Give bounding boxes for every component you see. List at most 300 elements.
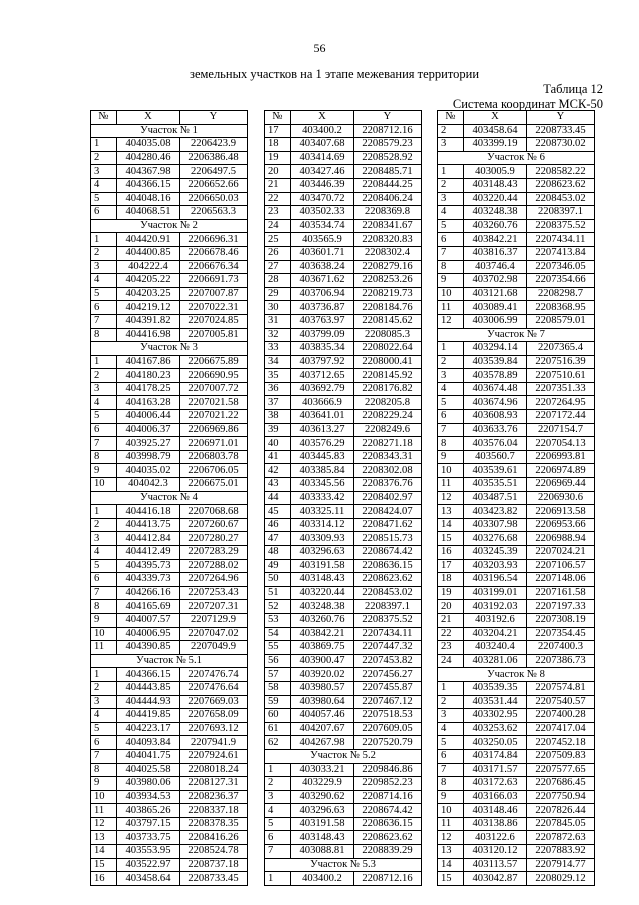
table-row bbox=[265, 695, 422, 709]
coord-x: 403333.42 bbox=[291, 491, 354, 505]
table-row bbox=[438, 301, 595, 315]
point-number: 2 bbox=[91, 518, 117, 532]
table-row bbox=[91, 246, 248, 260]
coord-x: 403539.35 bbox=[464, 681, 527, 695]
point-number: 8 bbox=[91, 600, 117, 614]
point-number: 2 bbox=[91, 246, 117, 260]
table-row bbox=[91, 736, 248, 750]
table-row bbox=[265, 763, 422, 777]
coord-y: 2207941.9 bbox=[180, 736, 248, 750]
point-number: 46 bbox=[265, 518, 291, 532]
coord-y: 2208000.41 bbox=[354, 355, 422, 369]
table-row bbox=[265, 219, 422, 233]
point-number: 44 bbox=[265, 491, 291, 505]
coord-x: 403816.37 bbox=[464, 246, 527, 260]
table-row bbox=[91, 668, 248, 682]
table-row bbox=[265, 478, 422, 492]
coord-y: 2209852.23 bbox=[354, 777, 422, 791]
coord-x: 404222.4 bbox=[117, 260, 180, 274]
table-row bbox=[91, 872, 248, 886]
coord-y: 2208343.31 bbox=[354, 450, 422, 464]
coord-x: 404419.85 bbox=[117, 709, 180, 723]
coord-x: 403248.38 bbox=[291, 600, 354, 614]
coord-x: 403427.46 bbox=[291, 165, 354, 179]
table-row bbox=[265, 654, 422, 668]
point-number: 54 bbox=[265, 627, 291, 641]
point-number: 30 bbox=[265, 301, 291, 315]
coord-y: 2208022.64 bbox=[354, 342, 422, 356]
point-number: 3 bbox=[438, 192, 464, 206]
point-number: 3 bbox=[91, 260, 117, 274]
point-number: 1 bbox=[438, 165, 464, 179]
coord-x: 403539.61 bbox=[464, 464, 527, 478]
coord-y: 2207658.09 bbox=[180, 709, 248, 723]
point-number: 23 bbox=[265, 206, 291, 220]
coord-y: 2207413.84 bbox=[527, 246, 595, 260]
section-row bbox=[91, 491, 248, 505]
table-row bbox=[91, 831, 248, 845]
coord-y: 2207924.61 bbox=[180, 749, 248, 763]
table-row bbox=[265, 192, 422, 206]
coord-y: 2208528.92 bbox=[354, 151, 422, 165]
table-row bbox=[438, 654, 595, 668]
table-row bbox=[438, 342, 595, 356]
coord-x: 403998.79 bbox=[117, 450, 180, 464]
coord-x: 403302.95 bbox=[464, 709, 527, 723]
table-row bbox=[91, 260, 248, 274]
coord-y: 2207686.45 bbox=[527, 777, 595, 791]
table-row bbox=[91, 763, 248, 777]
coord-x: 403641.01 bbox=[291, 410, 354, 424]
table-row bbox=[265, 505, 422, 519]
coord-x: 404006.95 bbox=[117, 627, 180, 641]
coord-x: 403033.21 bbox=[291, 763, 354, 777]
coord-y: 2206993.81 bbox=[527, 450, 595, 464]
coord-y: 2208674.42 bbox=[354, 546, 422, 560]
point-number: 9 bbox=[438, 274, 464, 288]
coord-x: 403576.04 bbox=[464, 437, 527, 451]
point-number: 3 bbox=[438, 138, 464, 152]
table-row bbox=[438, 532, 595, 546]
point-number: 51 bbox=[265, 586, 291, 600]
table-row bbox=[91, 709, 248, 723]
coord-x: 403245.39 bbox=[464, 546, 527, 560]
point-number: 3 bbox=[91, 532, 117, 546]
coord-x: 403345.56 bbox=[291, 478, 354, 492]
coord-y: 2207047.02 bbox=[180, 627, 248, 641]
coord-x: 403148.43 bbox=[291, 573, 354, 587]
table-row bbox=[438, 233, 595, 247]
point-number: 9 bbox=[91, 464, 117, 478]
coord-x: 403666.9 bbox=[291, 396, 354, 410]
coord-x: 403522.97 bbox=[117, 858, 180, 872]
coord-x: 403553.95 bbox=[117, 845, 180, 859]
point-number: 11 bbox=[438, 817, 464, 831]
point-number: 35 bbox=[265, 369, 291, 383]
table-row bbox=[265, 355, 422, 369]
coord-x: 403470.72 bbox=[291, 192, 354, 206]
coord-x: 404042.3 bbox=[117, 478, 180, 492]
table-row bbox=[91, 559, 248, 573]
coord-x: 403042.87 bbox=[464, 872, 527, 886]
coord-x: 404041.75 bbox=[117, 749, 180, 763]
coord-y: 2206974.89 bbox=[527, 464, 595, 478]
point-number: 10 bbox=[438, 287, 464, 301]
coord-x: 403712.65 bbox=[291, 369, 354, 383]
coord-x: 404267.98 bbox=[291, 736, 354, 750]
coord-x: 403560.7 bbox=[464, 450, 527, 464]
coord-y: 2206953.66 bbox=[527, 518, 595, 532]
coord-y: 2208279.16 bbox=[354, 260, 422, 274]
coordinates-table-column-2 bbox=[264, 110, 422, 886]
point-number: 2 bbox=[438, 178, 464, 192]
table-row bbox=[91, 301, 248, 315]
table-row bbox=[91, 355, 248, 369]
point-number: 7 bbox=[265, 845, 291, 859]
coord-x: 403934.53 bbox=[117, 790, 180, 804]
table-row bbox=[438, 777, 595, 791]
section-title: Участок № 2 bbox=[91, 219, 248, 233]
coord-y: 2207280.27 bbox=[180, 532, 248, 546]
coord-y: 2207068.68 bbox=[180, 505, 248, 519]
coord-y: 2206969.44 bbox=[527, 478, 595, 492]
coord-x: 403296.63 bbox=[291, 546, 354, 560]
point-number: 2 bbox=[438, 695, 464, 709]
point-number: 1 bbox=[438, 681, 464, 695]
coord-x: 403531.44 bbox=[464, 695, 527, 709]
coord-x: 404219.12 bbox=[117, 301, 180, 315]
point-number: 4 bbox=[438, 722, 464, 736]
table-row bbox=[265, 165, 422, 179]
table-row bbox=[91, 382, 248, 396]
coord-y: 2207520.79 bbox=[354, 736, 422, 750]
table-row bbox=[91, 681, 248, 695]
section-row bbox=[438, 668, 595, 682]
coord-x: 404006.44 bbox=[117, 410, 180, 424]
point-number: 59 bbox=[265, 695, 291, 709]
coord-x: 404400.85 bbox=[117, 246, 180, 260]
table-row bbox=[438, 396, 595, 410]
coord-x: 403638.24 bbox=[291, 260, 354, 274]
coord-x: 404339.73 bbox=[117, 573, 180, 587]
coord-y: 2206386.48 bbox=[180, 151, 248, 165]
coord-x: 403736.87 bbox=[291, 301, 354, 315]
coord-y: 2206696.31 bbox=[180, 233, 248, 247]
coord-y: 2206803.78 bbox=[180, 450, 248, 464]
coord-y: 2206423.9 bbox=[180, 138, 248, 152]
coord-x: 403502.33 bbox=[291, 206, 354, 220]
coord-x: 403281.06 bbox=[464, 654, 527, 668]
coord-y: 2207518.53 bbox=[354, 709, 422, 723]
coord-y: 2208176.82 bbox=[354, 382, 422, 396]
coord-x: 404025.58 bbox=[117, 763, 180, 777]
point-number: 50 bbox=[265, 573, 291, 587]
table-header-row bbox=[438, 111, 595, 125]
coord-x: 404205.22 bbox=[117, 274, 180, 288]
point-number: 6 bbox=[438, 233, 464, 247]
point-number: 36 bbox=[265, 382, 291, 396]
coord-x: 404035.08 bbox=[117, 138, 180, 152]
coord-y: 2206675.01 bbox=[180, 478, 248, 492]
coord-x: 403869.75 bbox=[291, 641, 354, 655]
coord-x: 403414.69 bbox=[291, 151, 354, 165]
point-number: 12 bbox=[438, 831, 464, 845]
coord-x: 403294.14 bbox=[464, 342, 527, 356]
table-row bbox=[265, 600, 422, 614]
coord-x: 404443.85 bbox=[117, 681, 180, 695]
point-number: 4 bbox=[265, 804, 291, 818]
table-row bbox=[91, 274, 248, 288]
point-number: 8 bbox=[438, 437, 464, 451]
table-row bbox=[91, 287, 248, 301]
table-row bbox=[91, 546, 248, 560]
coord-x: 404223.17 bbox=[117, 722, 180, 736]
coord-y: 2207264.95 bbox=[527, 396, 595, 410]
coord-x: 403385.84 bbox=[291, 464, 354, 478]
coord-y: 2208733.45 bbox=[527, 124, 595, 138]
header-x: X bbox=[464, 111, 527, 125]
section-title: Участок № 5.1 bbox=[91, 654, 248, 668]
coord-y: 2208368.95 bbox=[527, 301, 595, 315]
coord-y: 2208416.26 bbox=[180, 831, 248, 845]
point-number: 34 bbox=[265, 355, 291, 369]
coord-y: 2207455.87 bbox=[354, 681, 422, 695]
point-number: 9 bbox=[438, 450, 464, 464]
coord-y: 2208253.26 bbox=[354, 274, 422, 288]
point-number: 10 bbox=[91, 627, 117, 641]
coord-x: 403148.46 bbox=[464, 804, 527, 818]
point-number: 16 bbox=[438, 546, 464, 560]
coord-y: 2208515.73 bbox=[354, 532, 422, 546]
coord-x: 403171.57 bbox=[464, 763, 527, 777]
coord-x: 404178.25 bbox=[117, 382, 180, 396]
point-number: 3 bbox=[438, 369, 464, 383]
coord-x: 403120.12 bbox=[464, 845, 527, 859]
coord-x: 403920.02 bbox=[291, 668, 354, 682]
coord-y: 2208730.02 bbox=[527, 138, 595, 152]
coord-y: 2207577.65 bbox=[527, 763, 595, 777]
coord-y: 2207253.43 bbox=[180, 586, 248, 600]
table-row bbox=[265, 437, 422, 451]
table-row bbox=[265, 573, 422, 587]
table-row bbox=[91, 722, 248, 736]
coord-y: 2208579.01 bbox=[527, 314, 595, 328]
table-row bbox=[91, 165, 248, 179]
point-number: 14 bbox=[438, 518, 464, 532]
coord-x: 403423.82 bbox=[464, 505, 527, 519]
table-caption: земельных участков на 1 этапе межевания территории bbox=[190, 67, 480, 81]
table-row bbox=[438, 790, 595, 804]
table-row bbox=[91, 641, 248, 655]
table-row bbox=[91, 192, 248, 206]
point-number: 3 bbox=[91, 382, 117, 396]
coord-y: 2207669.03 bbox=[180, 695, 248, 709]
table-row bbox=[265, 681, 422, 695]
point-number: 10 bbox=[438, 464, 464, 478]
header-x: X bbox=[117, 111, 180, 125]
coord-y: 2207693.12 bbox=[180, 722, 248, 736]
coord-x: 404390.85 bbox=[117, 641, 180, 655]
point-number: 6 bbox=[438, 410, 464, 424]
table-row bbox=[438, 641, 595, 655]
coord-x: 403458.64 bbox=[117, 872, 180, 886]
table-row bbox=[438, 274, 595, 288]
coord-y: 2207574.81 bbox=[527, 681, 595, 695]
table-row bbox=[265, 328, 422, 342]
table-row bbox=[265, 178, 422, 192]
table-row bbox=[265, 233, 422, 247]
coord-y: 2208302.4 bbox=[354, 246, 422, 260]
coord-y: 2208737.18 bbox=[180, 858, 248, 872]
coord-y: 2208271.18 bbox=[354, 437, 422, 451]
coord-x: 403613.27 bbox=[291, 423, 354, 437]
coord-x: 403601.71 bbox=[291, 246, 354, 260]
table-row bbox=[91, 518, 248, 532]
coord-y: 2207021.58 bbox=[180, 396, 248, 410]
point-number: 4 bbox=[91, 178, 117, 192]
coord-x: 403674.48 bbox=[464, 382, 527, 396]
section-title: Участок № 1 bbox=[91, 124, 248, 138]
table-row bbox=[91, 396, 248, 410]
point-number: 15 bbox=[438, 532, 464, 546]
coord-x: 403534.74 bbox=[291, 219, 354, 233]
point-number: 62 bbox=[265, 736, 291, 750]
point-number: 11 bbox=[91, 641, 117, 655]
coord-x: 403260.76 bbox=[291, 613, 354, 627]
point-number: 11 bbox=[91, 804, 117, 818]
point-number: 10 bbox=[91, 478, 117, 492]
coord-x: 404367.98 bbox=[117, 165, 180, 179]
coord-x: 403900.47 bbox=[291, 654, 354, 668]
coord-x: 403842.21 bbox=[464, 233, 527, 247]
coord-y: 2206675.89 bbox=[180, 355, 248, 369]
coord-x: 403174.84 bbox=[464, 749, 527, 763]
coord-y: 2208236.37 bbox=[180, 790, 248, 804]
point-number: 12 bbox=[91, 817, 117, 831]
coord-x: 403113.57 bbox=[464, 858, 527, 872]
table-row bbox=[265, 450, 422, 464]
coord-x: 403446.39 bbox=[291, 178, 354, 192]
table-row bbox=[265, 396, 422, 410]
point-number: 2 bbox=[438, 355, 464, 369]
coord-x: 403797.92 bbox=[291, 355, 354, 369]
point-number: 56 bbox=[265, 654, 291, 668]
table-row bbox=[438, 586, 595, 600]
coord-y: 2208145.62 bbox=[354, 314, 422, 328]
point-number: 6 bbox=[91, 301, 117, 315]
point-number: 19 bbox=[265, 151, 291, 165]
coord-x: 404007.57 bbox=[117, 613, 180, 627]
point-number: 7 bbox=[438, 423, 464, 437]
table-row bbox=[438, 219, 595, 233]
coord-x: 403307.98 bbox=[464, 518, 527, 532]
coord-x: 404093.84 bbox=[117, 736, 180, 750]
point-number: 1 bbox=[265, 763, 291, 777]
coord-y: 2207845.05 bbox=[527, 817, 595, 831]
table-header-row bbox=[265, 111, 422, 125]
table-row bbox=[265, 260, 422, 274]
point-number: 1 bbox=[91, 355, 117, 369]
table-row bbox=[265, 559, 422, 573]
coord-y: 2208582.22 bbox=[527, 165, 595, 179]
table-row bbox=[438, 165, 595, 179]
coord-y: 2207447.32 bbox=[354, 641, 422, 655]
coord-x: 404412.84 bbox=[117, 532, 180, 546]
table-row bbox=[265, 464, 422, 478]
table-row bbox=[265, 804, 422, 818]
point-number: 12 bbox=[438, 491, 464, 505]
coord-y: 2207540.57 bbox=[527, 695, 595, 709]
coord-x: 404006.37 bbox=[117, 423, 180, 437]
point-number: 33 bbox=[265, 342, 291, 356]
coord-y: 2207750.94 bbox=[527, 790, 595, 804]
point-number: 5 bbox=[265, 817, 291, 831]
coord-x: 403400.2 bbox=[291, 124, 354, 138]
table-row bbox=[265, 124, 422, 138]
coord-x: 403006.99 bbox=[464, 314, 527, 328]
coord-y: 2206650.03 bbox=[180, 192, 248, 206]
table-row bbox=[91, 138, 248, 152]
header-number: № bbox=[265, 111, 291, 125]
coord-x: 403196.54 bbox=[464, 573, 527, 587]
table-row bbox=[91, 410, 248, 424]
point-number: 8 bbox=[91, 450, 117, 464]
coord-x: 404413.75 bbox=[117, 518, 180, 532]
coord-y: 2208029.12 bbox=[527, 872, 595, 886]
coord-x: 403253.62 bbox=[464, 722, 527, 736]
coord-y: 2207609.05 bbox=[354, 722, 422, 736]
coord-x: 403138.86 bbox=[464, 817, 527, 831]
coord-y: 2208229.24 bbox=[354, 410, 422, 424]
table-row bbox=[265, 546, 422, 560]
table-row bbox=[265, 314, 422, 328]
coord-y: 2207872.63 bbox=[527, 831, 595, 845]
point-number: 14 bbox=[91, 845, 117, 859]
coord-y: 2206678.46 bbox=[180, 246, 248, 260]
point-number: 8 bbox=[91, 763, 117, 777]
table-row bbox=[265, 845, 422, 859]
point-number: 29 bbox=[265, 287, 291, 301]
point-number: 32 bbox=[265, 328, 291, 342]
coord-x: 403578.89 bbox=[464, 369, 527, 383]
point-number: 57 bbox=[265, 668, 291, 682]
point-number: 2 bbox=[91, 369, 117, 383]
table-row bbox=[438, 355, 595, 369]
coord-y: 2208636.15 bbox=[354, 817, 422, 831]
table-row bbox=[438, 709, 595, 723]
point-number: 1 bbox=[91, 668, 117, 682]
coord-x: 404207.67 bbox=[291, 722, 354, 736]
point-number: 47 bbox=[265, 532, 291, 546]
table-row bbox=[265, 790, 422, 804]
coord-x: 403088.81 bbox=[291, 845, 354, 859]
coord-y: 2207148.06 bbox=[527, 573, 595, 587]
point-number: 14 bbox=[438, 858, 464, 872]
table-row bbox=[438, 437, 595, 451]
coord-y: 2208341.67 bbox=[354, 219, 422, 233]
coord-y: 2208453.02 bbox=[527, 192, 595, 206]
table-row bbox=[265, 777, 422, 791]
coord-y: 2208378.35 bbox=[180, 817, 248, 831]
coord-x: 404366.15 bbox=[117, 178, 180, 192]
coord-y: 2207467.12 bbox=[354, 695, 422, 709]
coord-x: 403148.43 bbox=[291, 831, 354, 845]
coord-x: 404266.16 bbox=[117, 586, 180, 600]
point-number: 7 bbox=[438, 246, 464, 260]
coord-x: 403576.29 bbox=[291, 437, 354, 451]
table-row bbox=[438, 804, 595, 818]
coord-y: 2207354.66 bbox=[527, 274, 595, 288]
